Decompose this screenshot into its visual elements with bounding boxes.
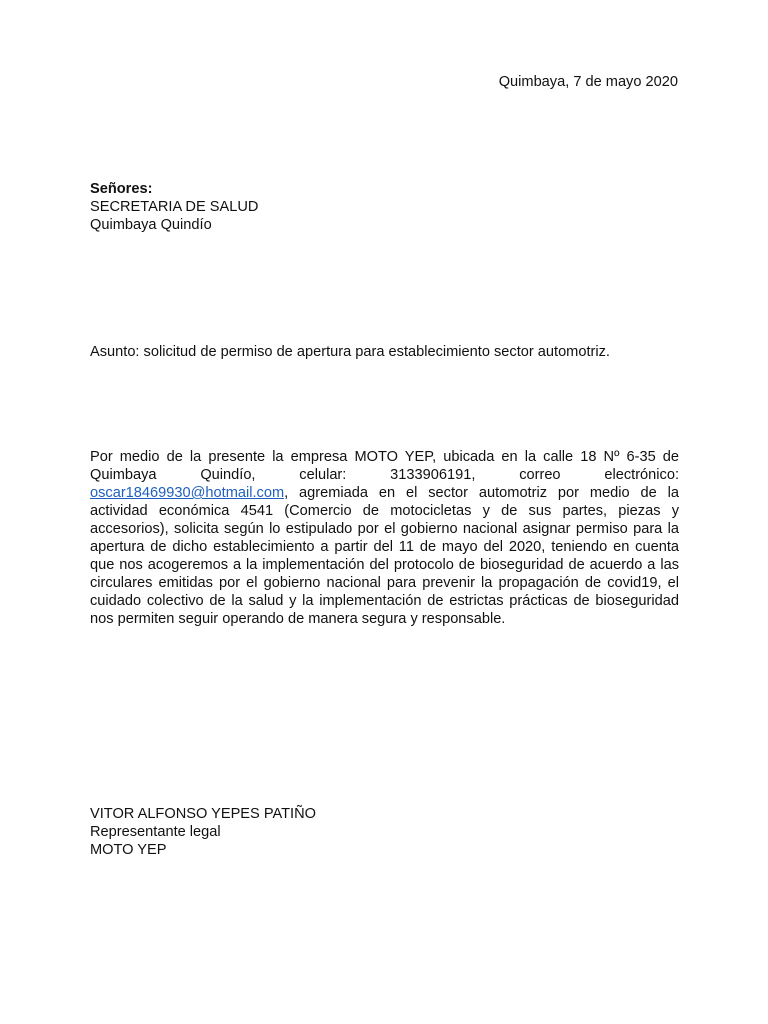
body-paragraph: [90, 448, 679, 628]
recipient-block: [90, 180, 258, 234]
body-text-part2: , agremiada en el sector automotriz por medio de la actividad económica 4541 (Comercio de motocicletas y de sus partes, piezas y accesorios), solicita según lo estipulado por el gobierno nacional asignar permiso para la apertura de dicho establecimiento a partir del 11 de mayo del 2020, teniendo en cuenta que nos acogeremos a la implementación del protocolo de bioseguridad de acuerdo a las circulares emitidas por el gobierno nacional para prevenir la propagación de covid19, el cuidado colectivo de la salud y la implementación de estrictas prácticas de bioseguridad nos permiten seguir operando de manera segura y responsable.: [90, 485, 679, 627]
email-link[interactable]: oscar18469930@hotmail.com: [90, 485, 285, 501]
letter-body: [90, 448, 679, 628]
signer-company: MOTO YEP: [90, 842, 167, 858]
signer-name: VITOR ALFONSO YEPES PATIÑO: [90, 806, 316, 822]
salutation: Señores:: [90, 181, 153, 197]
subject-line: Asunto: solicitud de permiso de apertura para establecimiento sector automotriz.: [90, 344, 610, 360]
recipient-location: Quimbaya Quindío: [90, 217, 212, 233]
body-text-part1: Por medio de la presente la empresa MOTO YEP, ubicada en la calle 18 Nº 6-35 de Quimbaya Quindío, celular: 3133906191, correo electrónico:: [90, 449, 679, 483]
signature-block: [90, 805, 316, 859]
signer-title: Representante legal: [90, 824, 221, 840]
date-line: Quimbaya, 7 de mayo 2020: [498, 74, 678, 90]
recipient-organization: SECRETARIA DE SALUD: [90, 199, 259, 215]
